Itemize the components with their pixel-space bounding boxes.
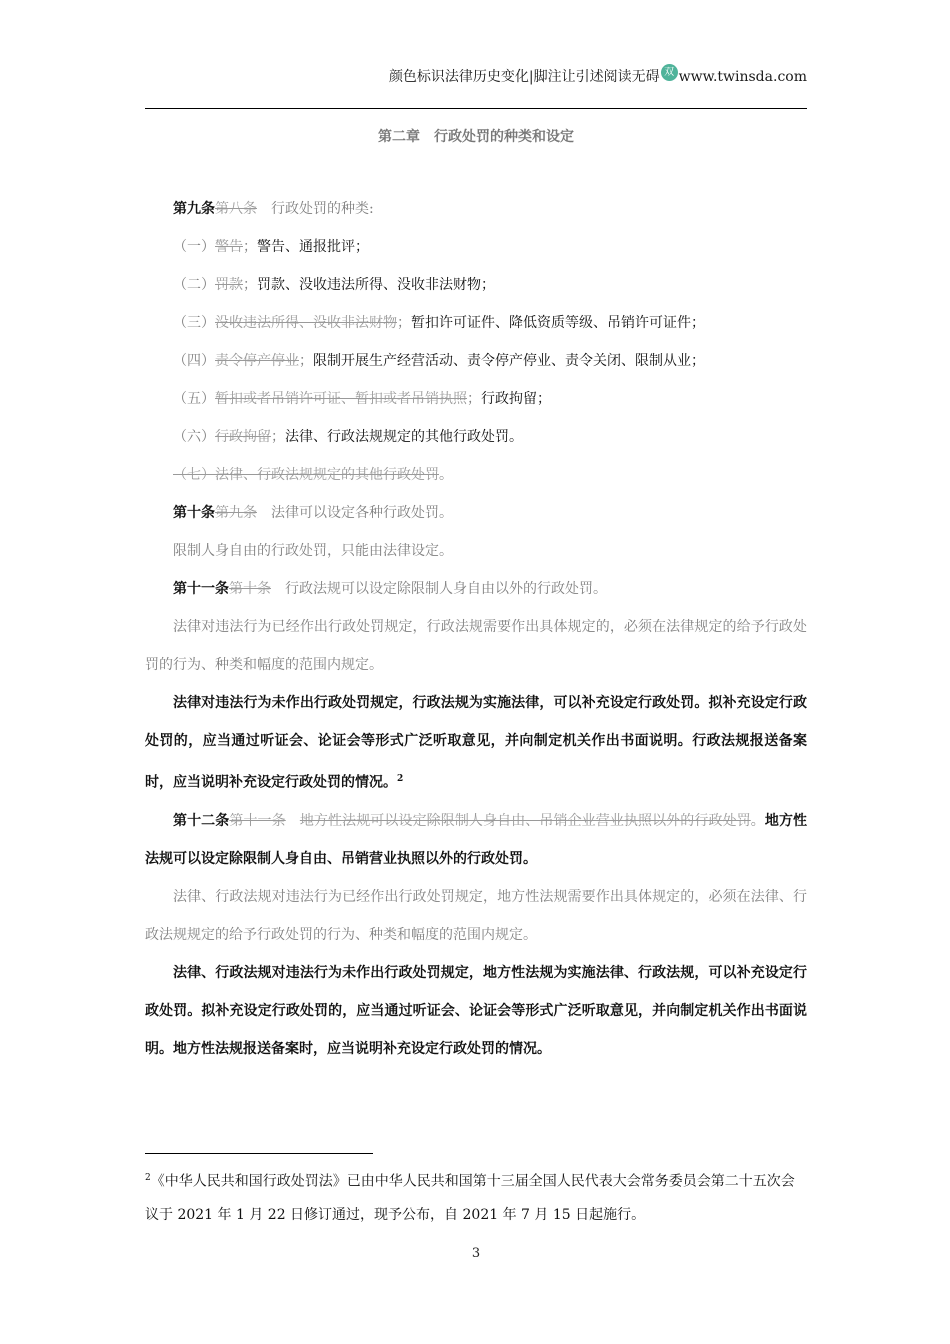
- article-9-item: [145, 266, 807, 304]
- document-body: [145, 190, 807, 1068]
- added-text: 行政拘留；: [481, 391, 551, 407]
- added-text: 法律对违法行为未作出行政处罚规定，行政法规为实施法律，可以补充设定行政处罚。拟补充设定行政处罚的，应当通过听证会、论证会等形式广泛听取意见，并向制定机关作出书面说明。行政法规报送备案时，应当说明补充设定行政处罚的情况。: [145, 695, 807, 791]
- chapter-title: 第二章 行政处罚的种类和设定: [378, 129, 574, 145]
- deleted-text: 地方性法规可以设定除限制人身自由、吊销企业营业执照以外的行政处罚: [299, 812, 751, 829]
- item-separator: 。: [439, 467, 453, 483]
- footnote-number: 2: [145, 1173, 151, 1183]
- article-11-paragraph: 法律对违法行为已经作出行政处罚规定，行政法规需要作出具体规定的，必须在法律规定的给予行政处罚的行为、种类和幅度的范围内规定。: [145, 619, 807, 673]
- item-separator: ；: [243, 277, 257, 293]
- deleted-text: （七）法律、行政法规规定的其他行政处罚: [173, 467, 439, 483]
- article-text: 行政法规可以设定除限制人身自由以外的行政处罚。: [285, 581, 607, 597]
- deleted-article-number: 第九条: [215, 505, 257, 521]
- article-9-deleted-item: [145, 456, 807, 494]
- item-separator: 。: [750, 812, 765, 829]
- deleted-article-number: 第十一条: [229, 812, 286, 829]
- header-rule: [145, 108, 807, 109]
- item-separator: ；: [243, 239, 257, 255]
- deleted-text: 没收违法所得、没收非法财物: [215, 315, 397, 331]
- added-text: 限制开展生产经营活动、责令停产停业、责令关闭、限制从业；: [313, 353, 705, 369]
- added-text: 地方性法规可以设定除限制人身自由、吊销营业执照以外的行政处罚。: [145, 812, 808, 867]
- article-9-item: [145, 380, 807, 418]
- article-12-added-paragraph: 法律、行政法规对违法行为未作出行政处罚规定，地方性法规为实施法律、行政法规，可以补充设定行政处罚。拟补充设定行政处罚的，应当通过听证会、论证会等形式广泛听取意见，并向制定机关作出书面说明。地方性法规报送备案时，应当说明补充设定行政处罚的情况。: [145, 964, 807, 1057]
- article-text: 法律可以设定各种行政处罚。: [271, 505, 453, 521]
- article-number: 第十二条: [173, 812, 230, 829]
- header-url[interactable]: www.twinsda.com: [678, 69, 807, 85]
- header-title: 颜色标识法律历史变化|脚注让引述阅读无碍: [388, 69, 660, 85]
- item-number: （三）: [173, 315, 215, 331]
- article-number: 第十一条: [173, 581, 229, 597]
- deleted-text: 责令停产停业: [215, 353, 299, 369]
- footnote-text: 《中华人民共和国行政处罚法》已由中华人民共和国第十三届全国人民代表大会常务委员会第二十五次会议于 2021 年 1 月 22 日修订通过，现予公布，自 2021 年 7 月 15 日起施行。: [145, 1173, 795, 1223]
- page-header: [145, 66, 807, 92]
- deleted-text: 警告: [215, 239, 243, 255]
- article-12-paragraph: 法律、行政法规对违法行为已经作出行政处罚规定，地方性法规需要作出具体规定的，必须在法律、行政法规规定的给予行政处罚的行为、种类和幅度的范围内规定。: [145, 888, 807, 943]
- added-text: 法律、行政法规规定的其他行政处罚。: [285, 429, 523, 445]
- article-11-heading: [145, 570, 807, 608]
- footnote: [145, 1162, 807, 1232]
- article-10-paragraph: 限制人身自由的行政处罚，只能由法律设定。: [173, 543, 453, 559]
- item-separator: ；: [467, 391, 481, 407]
- article-11-added-paragraph: [145, 684, 807, 802]
- article-10-heading: [145, 494, 807, 532]
- article-number: 第九条: [173, 201, 215, 217]
- deleted-text: 行政拘留: [215, 429, 271, 445]
- article-9-heading: [145, 190, 807, 228]
- item-number: （二）: [173, 277, 215, 293]
- article-9-item: [145, 304, 807, 342]
- deleted-text: 暂扣或者吊销许可证、暂扣或者吊销执照: [215, 391, 467, 407]
- article-number: 第十条: [173, 505, 215, 521]
- article-12-heading: [145, 802, 807, 878]
- item-number: （五）: [173, 391, 215, 407]
- item-separator: ；: [271, 429, 285, 445]
- item-number: （四）: [173, 353, 215, 369]
- item-separator: ；: [397, 315, 411, 331]
- deleted-article-number: 第八条: [215, 201, 257, 217]
- item-separator: ；: [299, 353, 313, 369]
- deleted-text: 罚款: [215, 277, 243, 293]
- article-text: 行政处罚的种类:: [271, 201, 374, 217]
- item-number: （一）: [173, 239, 215, 255]
- added-text: 警告、通报批评；: [257, 239, 369, 255]
- deleted-article-number: 第十条: [229, 581, 271, 597]
- article-9-item: [145, 418, 807, 456]
- article-9-item: [145, 228, 807, 266]
- twinsda-logo-icon: 双: [661, 64, 678, 81]
- added-text: 罚款、没收违法所得、没收非法财物；: [257, 277, 495, 293]
- footnote-reference[interactable]: 2: [397, 774, 404, 784]
- page-number: 3: [471, 1246, 481, 1261]
- article-9-item: [145, 342, 807, 380]
- added-text: 暂扣许可证件、降低资质等级、吊销许可证件；: [411, 315, 705, 331]
- footnote-rule: [145, 1153, 373, 1154]
- item-number: （六）: [173, 429, 215, 445]
